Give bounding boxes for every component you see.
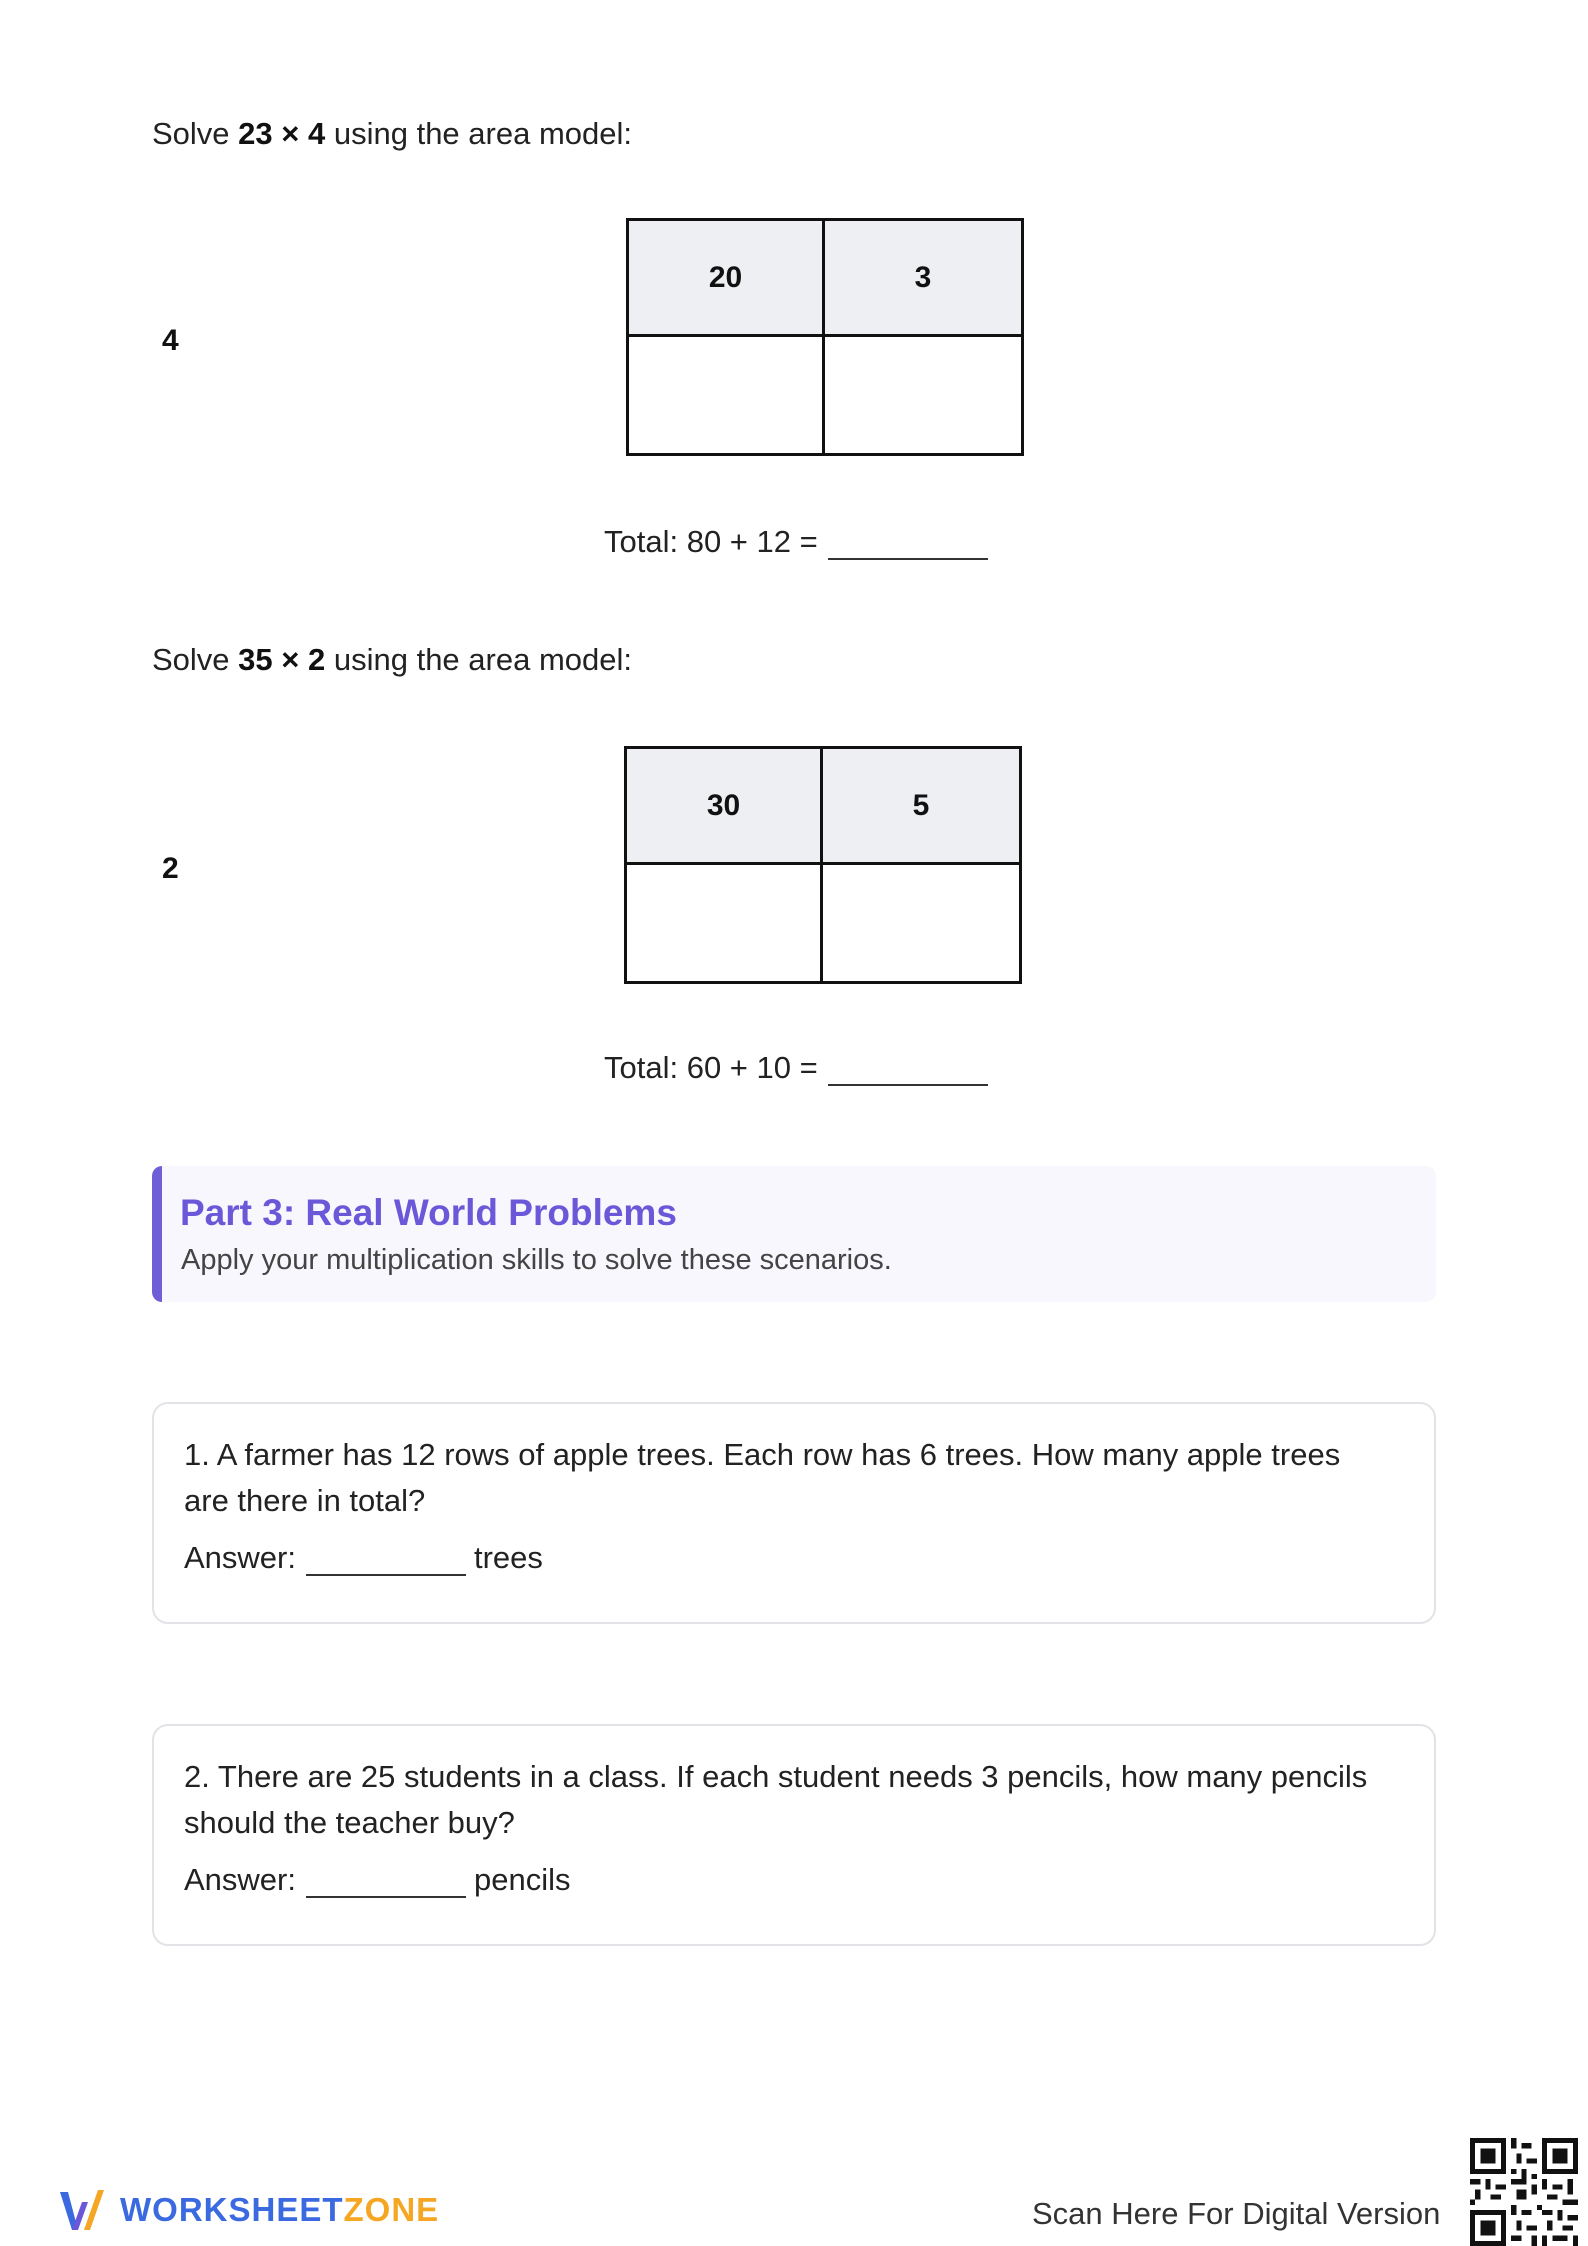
area-side-label-1: 4 bbox=[162, 324, 179, 357]
answer-unit: trees bbox=[473, 1540, 543, 1575]
area-expression-2: 35 × 2 bbox=[238, 642, 326, 677]
answer-row bbox=[184, 1540, 543, 1576]
area-total-2 bbox=[604, 1050, 988, 1086]
area-answer-cell[interactable] bbox=[823, 865, 1019, 981]
scan-text: Scan Here For Digital Version bbox=[1032, 2196, 1441, 2231]
area-answer-cell[interactable] bbox=[825, 337, 1021, 453]
area-top-label: 20 bbox=[629, 221, 825, 337]
area-model-grid-1 bbox=[626, 218, 1024, 456]
area-answer-cell[interactable] bbox=[629, 337, 825, 453]
answer-blank[interactable] bbox=[306, 1540, 466, 1576]
answer-label: Answer: bbox=[184, 1862, 296, 1897]
area-answer-cell[interactable] bbox=[627, 865, 823, 981]
word-problem-text: 1. A farmer has 12 rows of apple trees. Each row has 6 trees. How many apple trees are there in total? bbox=[184, 1437, 1341, 1518]
answer-row bbox=[184, 1862, 570, 1898]
total-answer-blank[interactable] bbox=[828, 528, 988, 560]
answer-label: Answer: bbox=[184, 1540, 296, 1575]
total-answer-blank[interactable] bbox=[828, 1054, 988, 1086]
area-top-label: 3 bbox=[825, 221, 1021, 337]
word-problem-text: 2. There are 25 students in a class. If each student needs 3 pencils, how many pencils should the teacher buy? bbox=[184, 1759, 1368, 1840]
part3-banner bbox=[152, 1166, 1436, 1302]
word-problem-card-1 bbox=[152, 1402, 1436, 1624]
logo-text: WORKSHEETZONE bbox=[120, 2191, 440, 2228]
area-prompt-1: Solve 23 × 4 using the area model: bbox=[152, 116, 632, 151]
part3-title: Part 3: Real World Problems bbox=[180, 1192, 677, 1233]
worksheetzone-logo[interactable] bbox=[58, 2184, 439, 2236]
answer-unit: pencils bbox=[473, 1862, 571, 1897]
qr-code-icon[interactable] bbox=[1470, 2138, 1578, 2246]
answer-blank[interactable] bbox=[306, 1862, 466, 1898]
area-prompt-2: Solve 35 × 2 using the area model: bbox=[152, 642, 632, 677]
area-total-1 bbox=[604, 524, 988, 560]
area-model-grid-2 bbox=[624, 746, 1022, 984]
area-top-label: 5 bbox=[823, 749, 1019, 865]
part3-subtitle: Apply your multiplication skills to solve these scenarios. bbox=[181, 1244, 892, 1276]
total-text: Total: 80 + 12 = bbox=[604, 524, 818, 559]
worksheetzone-logo-icon bbox=[58, 2184, 106, 2236]
area-side-label-2: 2 bbox=[162, 852, 179, 885]
area-expression-1: 23 × 4 bbox=[238, 116, 326, 151]
word-problem-card-2 bbox=[152, 1724, 1436, 1946]
area-top-label: 30 bbox=[627, 749, 823, 865]
total-text: Total: 60 + 10 = bbox=[604, 1050, 818, 1085]
